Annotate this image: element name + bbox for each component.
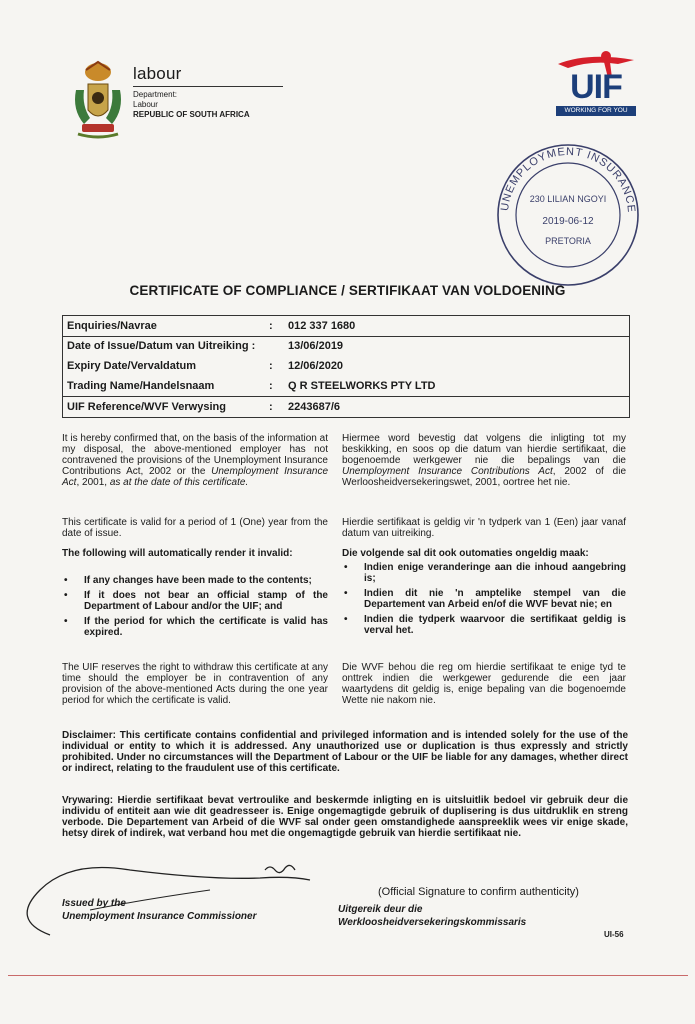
detail-row-trading-name [63,376,629,397]
english-validity: This certificate is valid for a period of 1 (One) year from the date of issue. [62,517,328,539]
detail-value: Q R STEELWORKS PTY LTD [288,380,436,392]
afrikaans-withdraw: Die WVF behou die reg om hierdie sertifikaat te enige tyd te onttrek indien die werkgewer gedurende die een jaar waartydens dit geldig is, enige bepaling van die bogenoemde Wette nie nakom nie. [342,662,626,706]
issued-by-label: Issued by the [62,898,126,909]
stamp-city: PRETORIA [545,236,591,246]
department-value: Labour [133,100,158,109]
list-item: • If it does not bear an official stamp of the Department of Labour and/or the UIF; and [62,590,328,612]
afrikaans-invalid-list [342,562,626,636]
confirmation-text: Hiermee word bevestig dat volgens die inligting tot my beskikking, en soos op die datum van hierdie sertifikaat, die bogenoemde werkgewer nie die bepalings van die [342,433,626,466]
detail-row-uif-reference [63,397,629,417]
form-code: UI-56 [604,930,624,939]
stamp-address: 230 LILIAN NGOYI [529,194,607,204]
details-table [62,315,630,418]
stamp-ring-text: UNEMPLOYMENT INSURANCE [499,145,638,214]
detail-row-issue-date [63,336,629,356]
list-item: • Indien dit nie 'n amptelike stempel van die Departement van Arbeid en/of die WVF bevat nie; en [342,588,626,610]
afrikaans-confirmation [342,433,626,488]
stamp-ring-icon [493,140,643,290]
uitgereik-label: Uitgereik deur die [338,904,423,915]
header-rule [133,86,283,87]
official-signature-note: (Official Signature to confirm authenticity) [378,886,579,898]
disclaimer-english: Disclaimer: This certificate contains confidential and privileged information and is intended solely for the use of the individual or entity to which it is addressed. Any unauthorized use or duplication is thus expressly and strictly prohibited. Under no circumstances will the Department of Labour or the UIF be liable for any damages, whether direct or indirect, relating to the fraudulent use of this certificate. [62,730,628,774]
list-item: • Indien enige veranderinge aan die inhoud aangebring is; [342,562,626,584]
english-confirmation [62,433,328,488]
kommissaris-title: Werkloosheidversekeringskommissaris [338,917,527,928]
department-name: labour [133,64,182,83]
list-item: • Indien die tydperk waarvoor die sertifikaat geldig is verval het. [342,614,626,636]
list-item: • If the period for which the certificate is valid has expired. [62,616,328,638]
detail-label: Enquiries/Navrae [67,320,157,332]
detail-label: Date of Issue/Datum van Uitreiking : [67,340,256,352]
detail-value: 2243687/6 [288,401,340,413]
detail-label: UIF Reference/WVF Verwysing [67,401,226,413]
detail-colon: : [269,360,273,372]
uif-logo [548,48,644,120]
official-stamp [493,140,643,290]
detail-value: 012 337 1680 [288,320,356,332]
confirmation-tail: , 2002 of die Werloosheidversekeringswet, 2001, oortree het nie. [342,466,627,488]
act-name: Unemployment Insurance Act [62,466,329,488]
act-name: Unemployment Insurance Contributions Act [342,466,553,477]
uif-logo-text: UIF [570,68,622,106]
detail-value: 12/06/2020 [288,360,344,372]
english-withdraw: The UIF reserves the right to withdraw this certificate at any time should the employer be in contravention of any provision of the above-mentioned Acts during the one year period for which the certificate is valid. [62,662,328,706]
signature-scribble [10,850,330,945]
disclaimer-afrikaans: Vrywaring: Hierdie sertifikaat bevat vertroulike and beskermde inligting en is uitsluitlik bedoel vir gebruik deur die individu of entiteit aan wie dit geadresseer is. Enige ongemagtigde gebruik of duplisering is dus uitdruklik en streng verbode. Die Departement van Arbeid of die WVF sal onder geen omstandighede aanspreeklik wees vir enige skade, hetsy direk of indirek, wat verband hou met die ongemagtigde gebruik van hierdie sertifikaat nie. [62,795,628,839]
detail-colon: : [269,380,273,392]
afrikaans-invalid-heading: Die volgende sal dit ook outomaties ongeldig maak: [342,548,589,559]
coat-of-arms-logo [68,60,128,140]
list-item: • If any changes have been made to the contents; [62,575,328,586]
afrikaans-validity: Hierdie sertifikaat is geldig vir 'n tydperk van 1 (Een) jaar vanaf datum van uitreiking. [342,517,626,539]
detail-row-expiry-date [63,356,629,376]
stamp-date: 2019-06-12 [542,216,594,227]
certificate-title: CERTIFICATE OF COMPLIANCE / SERTIFIKAAT VAN VOLDOENING [129,283,566,298]
detail-colon: : [269,320,273,332]
english-invalid-list [62,575,328,638]
act-year: , 2001, [76,477,108,488]
english-invalid-heading: The following will automatically render it invalid: [62,548,293,559]
detail-row-enquiries [63,316,629,337]
footer-rule [8,975,688,976]
detail-label: Expiry Date/Vervaldatum [67,360,197,372]
country-name: REPUBLIC OF SOUTH AFRICA [133,110,250,119]
detail-value: 13/06/2019 [288,340,344,352]
detail-label: Trading Name/Handelsnaam [67,380,215,392]
uif-tagline: WORKING FOR YOU [564,107,628,114]
confirmation-tail: as at the date of this certificate. [109,477,249,488]
department-label: Department: [133,90,178,99]
confirmation-text: It is hereby confirmed that, on the basis of the information at my disposal, the above-mentioned employer has not contravened the provisions of the Unemployment Insurance Contributions Act, 2002 or the [62,433,328,477]
issuer-title: Unemployment Insurance Commissioner [62,911,257,922]
detail-colon: : [269,401,273,413]
